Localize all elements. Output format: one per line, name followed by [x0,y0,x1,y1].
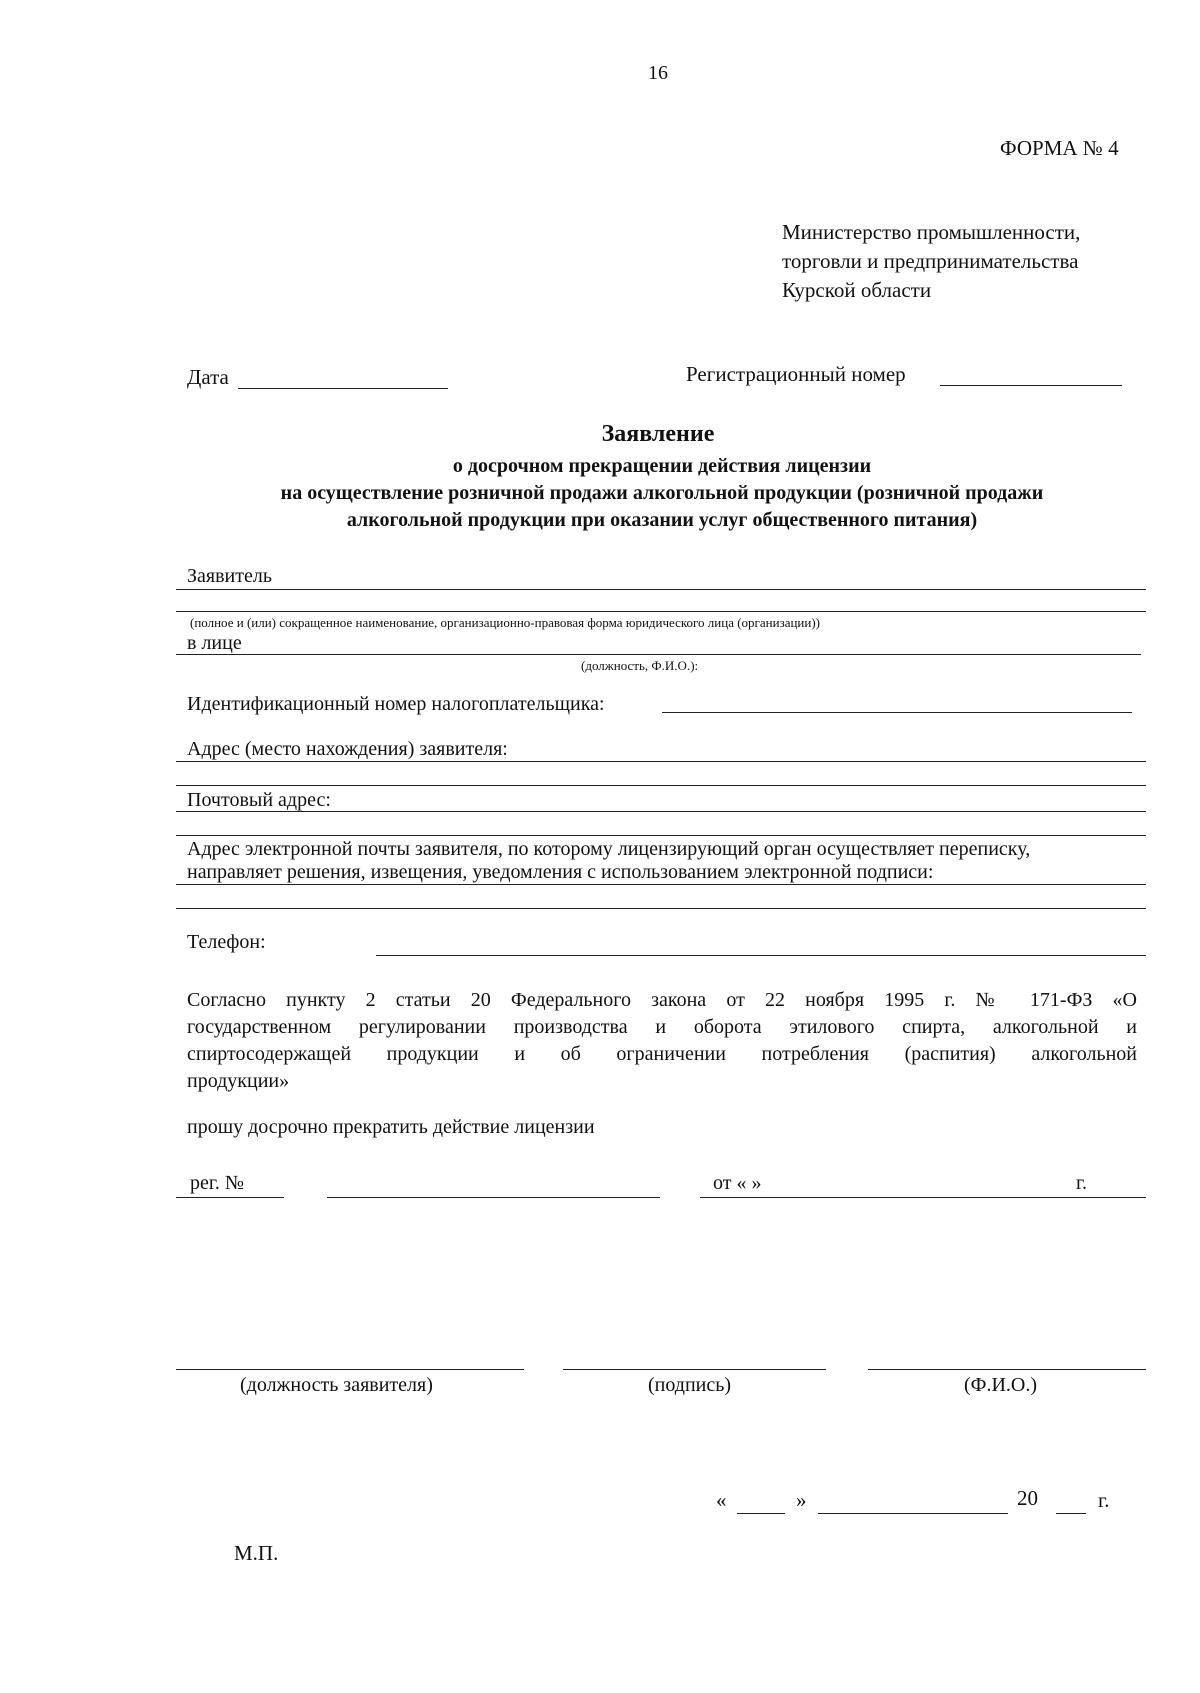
email-label-line-2: направляет решения, извещения, уведомления с использованием электронной подписи: [187,861,934,883]
inn-label: Идентификационный номер налогоплательщика: [187,693,605,715]
document-subtitle-1: о досрочном прекращении действия лицензии [452,455,872,477]
postal-label: Почтовый адрес: [187,789,331,811]
addressee-line-3: Курской области [782,278,932,302]
postal-field-2[interactable] [176,835,1146,836]
date-year-suffix: г. [1098,1488,1110,1512]
applicant-field-2[interactable] [176,611,1146,612]
reg-number-label: Регистрационный номер [686,362,906,386]
signature-field[interactable] [563,1369,826,1370]
address-field-2[interactable] [176,785,1146,786]
postal-field[interactable] [176,811,1146,812]
from-year-suffix: г. [1076,1172,1087,1194]
date-century: 20 [1017,1486,1038,1510]
addressee-line-2: торговли и предпринимательства [782,249,1079,273]
law-text-line-3: спиртосодержащей продукции и об ограничении потребления (распития) алкогольной [187,1043,1137,1065]
date-label: Дата [187,365,229,389]
in-person-field[interactable] [176,654,1141,655]
date-close-quote: » [796,1488,807,1512]
in-person-label: в лице [187,632,242,654]
reg-number-field[interactable] [940,385,1122,386]
document-title: Заявление [601,421,715,447]
request-text: прошу досрочно прекратить действие лицензии [187,1116,595,1138]
reg-no-field[interactable] [327,1197,660,1198]
reg-no-label: рег. № [190,1172,244,1194]
document-subtitle-2: на осуществление розничной продажи алкогольной продукции (розничной продажи [280,482,1044,504]
applicant-label: Заявитель [187,565,272,587]
email-field-2[interactable] [176,908,1146,909]
phone-field[interactable] [376,955,1146,956]
law-text [187,987,1137,1095]
position-signature-field[interactable] [176,1369,524,1370]
phone-label: Телефон: [187,931,266,953]
from-label: от « » [713,1172,762,1194]
sign-signature-label: (подпись) [648,1374,732,1396]
address-field[interactable] [176,761,1146,762]
applicant-hint: (полное и (или) сокращенное наименование, организационно-правовая форма юридического лица (организации)) [190,615,821,630]
law-text-line-1: Согласно пункту 2 статьи 20 Федерального закона от 22 ноября 1995 г. № 171-ФЗ «О [187,989,1137,1011]
law-text-line-2: государственном регулировании производства и оборота этилового спирта, алкогольной и [187,1016,1137,1038]
date-month-field[interactable] [818,1513,1008,1514]
date-year-field[interactable] [1056,1513,1086,1514]
sign-name-label: (Ф.И.О.) [964,1374,1038,1396]
reg-no-underline [176,1197,284,1198]
stamp-label: М.П. [234,1541,279,1565]
date-field[interactable] [238,388,448,389]
law-text-line-4: продукции» [187,1070,290,1092]
addressee-line-1: Министерство промышленности, [782,220,1081,244]
applicant-field[interactable] [176,589,1146,590]
inn-field[interactable] [662,712,1132,713]
page-number: 16 [648,62,668,84]
in-person-hint: (должность, Ф.И.О.): [581,658,699,673]
email-field[interactable] [176,884,1146,885]
name-signature-field[interactable] [868,1369,1146,1370]
document-subtitle-3: алкогольной продукции при оказании услуг общественного питания) [346,509,978,531]
address-label: Адрес (место нахождения) заявителя: [187,738,508,760]
email-label-line-1: Адрес электронной почты заявителя, по которому лицензирующий орган осуществляет переписку, [187,838,1031,860]
date-open-quote: « [716,1488,727,1512]
from-date-field[interactable] [700,1197,1146,1198]
sign-position-label: (должность заявителя) [240,1374,433,1396]
date-day-field[interactable] [737,1513,785,1514]
form-label: ФОРМА № 4 [1000,136,1119,160]
